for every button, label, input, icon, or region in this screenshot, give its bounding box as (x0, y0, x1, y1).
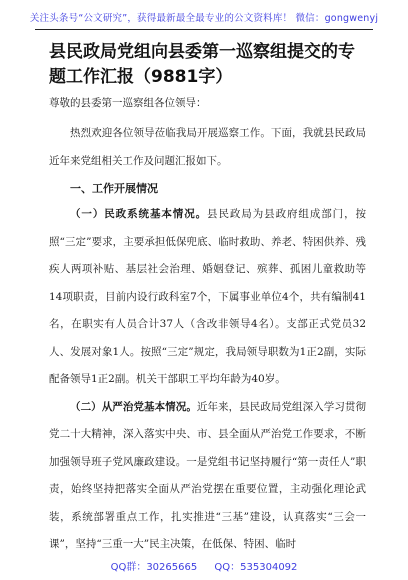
paragraph-basic-info-text: 县民政局为县政府组成部门，按照“三定”要求，主要承担低保兜底、临时救助、养老、特困供养、残疾人两项补贴、基层社会治理、婚姻登记、殡葬、孤困儿童救助等14项职责，目前内设行政科室7个，下属事业单位4个，共有编制41名，在职实有人员合计37人（含改非领导4名）。支部正式党员32人、发展对象1人。按照“三定”规定，我局领导职数为1正2副，实际配备领导1正2副。机关干部职工平均年龄为40岁。 (49, 208, 367, 385)
salutation: 尊敬的县委第一巡察组各位领导： (49, 97, 207, 109)
footer-contact (0, 558, 408, 573)
header-promo-note: 关注头条号“公文研究”，获得最新最全最专业的公文资料库！ 微信：gongwenyj (29, 13, 379, 24)
paragraph-basic-info (49, 201, 366, 394)
document-body (49, 40, 366, 559)
section-heading-1: 一、工作开展情况 (70, 182, 158, 195)
document-title: 县民政局党组向县委第一巡察组提交的专题工作汇报（9881字） (49, 42, 355, 87)
intro-paragraph: 热烈欢迎各位领导莅临我局开展巡察工作。下面，我就县民政局近年来党组相关工作及问题汇报如下。 (49, 127, 366, 167)
footer-qq: QQ：535304092 (214, 562, 298, 573)
paragraph-party-discipline-text: 近年来，县民政局党组深入学习贯彻党二十大精神，深入落实中央、市、县全面从严治党工作要求，不断加强领导班子党风廉政建设。一是党组书记坚持履行“第一责任人”职责，始终坚持把落实全面从严治党摆在重要位置，主动强化理论武装，系统部署重点工作，扎实推进“三基”建设，认真落实“三会一课”，坚持“三重一大”民主决策，在低保、特困、临时 (49, 400, 367, 550)
subheading-1: （一）民政系统基本情况。 (70, 208, 208, 220)
subheading-2: （二）从严治党基本情况。 (70, 400, 197, 413)
header-divider (35, 29, 373, 30)
paragraph-party-discipline (49, 394, 366, 559)
footer-qq-group: QQ群：30265665 (110, 562, 198, 573)
